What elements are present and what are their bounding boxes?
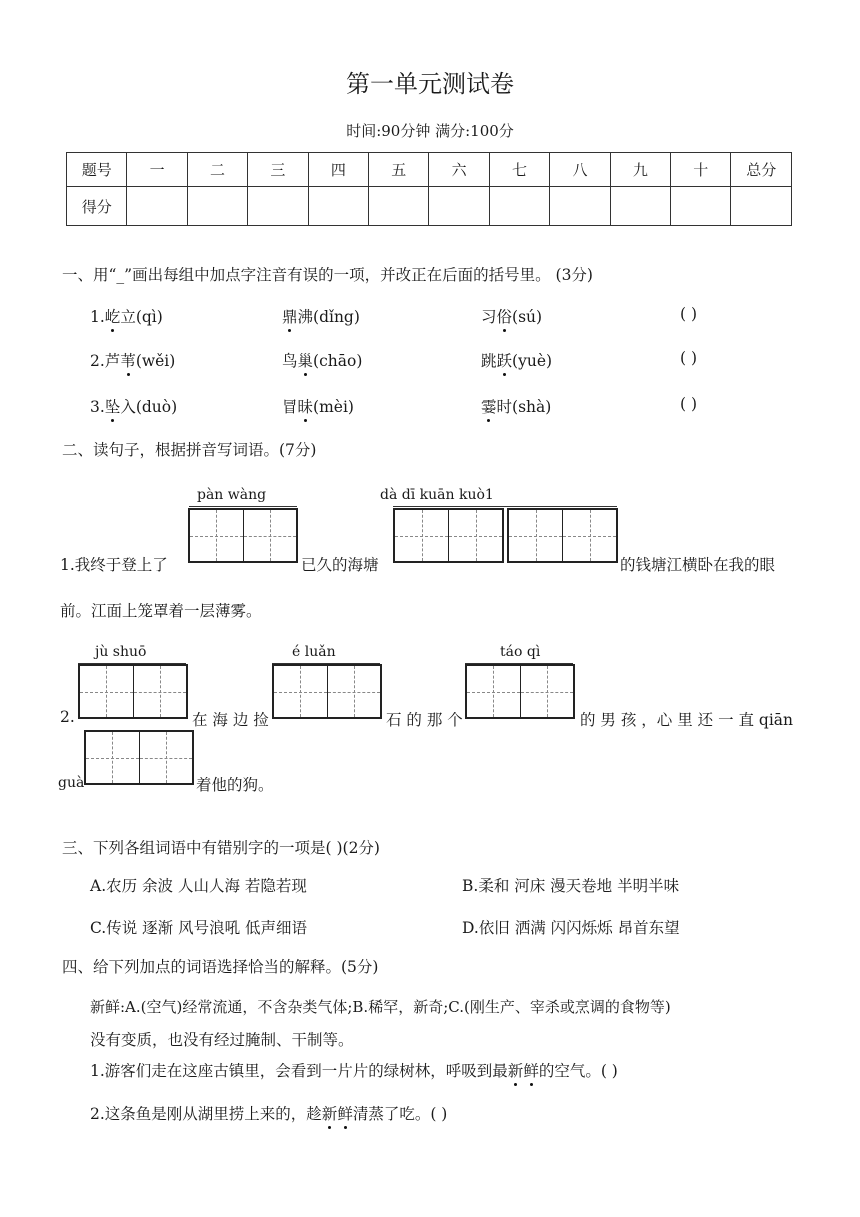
writing-box-ju-shuo[interactable] [78, 664, 188, 719]
dotted-char: 苇 [120, 349, 136, 371]
s4-question-1 [90, 1059, 618, 1081]
writing-cell[interactable] [467, 666, 521, 717]
exam-info: 时间:90分钟 满分:100分 [346, 122, 514, 140]
header-cell: 二 [187, 153, 247, 187]
pinyin-pan-wang: pàn wàng [197, 487, 267, 503]
s1-row1-answer-bracket[interactable]: ( ) [680, 305, 698, 323]
s4-definition-line-2: 没有变质，也没有经过腌制、干制等。 [90, 1031, 354, 1049]
pinyin-tao-qi: táo qì [500, 644, 541, 660]
pinyin-gua: guà [58, 775, 85, 791]
writing-cell[interactable] [563, 510, 616, 561]
header-cell: 五 [369, 153, 429, 187]
s1-row3-option-a [90, 395, 177, 417]
writing-box-kuan-kuo[interactable] [507, 508, 618, 563]
score-cell[interactable] [127, 187, 187, 226]
text: 2.这条鱼是刚从湖里捞上来的，趁 [90, 1105, 322, 1123]
writing-cell[interactable] [509, 510, 563, 561]
text: 2.芦 [90, 352, 121, 370]
text: 1.游客们走在这座古镇里，会看到一片片的绿树林，呼吸到最 [90, 1062, 508, 1080]
score-table [66, 152, 792, 226]
s1-row1-option-a [90, 305, 163, 327]
header-cell: 十 [671, 153, 731, 187]
score-cell[interactable] [429, 187, 489, 226]
s1-row2-option-a [90, 349, 175, 371]
s3-option-a[interactable]: A.农历 余波 人山人海 若隐若现 [90, 877, 307, 895]
text: 清蒸了吃。( ) [352, 1105, 448, 1123]
writing-box-e-luan[interactable] [272, 664, 382, 719]
writing-cell[interactable] [244, 510, 297, 561]
score-cell[interactable] [187, 187, 247, 226]
score-cell[interactable] [308, 187, 368, 226]
header-cell: 六 [429, 153, 489, 187]
score-table-score-row [67, 187, 792, 226]
score-cell[interactable] [248, 187, 308, 226]
dotted-char: 巢 [298, 349, 314, 371]
text: 鸟 [282, 352, 298, 370]
pinyin-e-luan: é luǎn [292, 644, 336, 660]
header-cell: 七 [489, 153, 549, 187]
s2-q2-text-6: 着他的狗。 [196, 776, 274, 794]
writing-box-pan-wang[interactable] [188, 508, 298, 563]
text: 时(shà) [496, 398, 552, 416]
text: 3. [90, 398, 105, 416]
section-3-heading: 三、下列各组词语中有错别字的一项是( )(2分) [62, 839, 380, 857]
pinyin-da-di-kuan-kuo: dà dī kuān kuò1 [380, 487, 494, 503]
dotted-char: 昧 [298, 395, 314, 417]
score-cell[interactable] [671, 187, 731, 226]
text: 冒 [282, 398, 298, 416]
dotted-char: 屹 [105, 305, 121, 327]
s1-row1-option-c [481, 305, 542, 327]
header-cell: 三 [248, 153, 308, 187]
writing-cell[interactable] [274, 666, 328, 717]
header-cell: 九 [610, 153, 670, 187]
section-4-heading: 四、给下列加点的词语选择恰当的解释。(5分) [62, 958, 379, 976]
dotted-char: 鲜 [337, 1102, 353, 1124]
section-2-heading: 二、读句子，根据拼音写词语。(7分) [62, 441, 317, 459]
section-1-heading: 一、用“_”画出每组中加点字注音有误的一项，并改正在后面的括号里。 (3分) [62, 266, 593, 284]
s1-row1-option-b [282, 305, 360, 327]
s1-row3-option-b [282, 395, 354, 417]
pinyin-ju-shuo: jù shuō [95, 644, 147, 660]
score-cell[interactable] [369, 187, 429, 226]
dotted-char: 跃 [497, 349, 513, 371]
s2-q1-text-4: 前。江面上笼罩着一层薄雾。 [60, 602, 262, 620]
dotted-char: 霎 [481, 395, 497, 417]
text: 习 [481, 308, 497, 326]
s1-row3-answer-bracket[interactable]: ( ) [680, 395, 698, 413]
page-title: 第一单元测试卷 [346, 70, 514, 98]
s1-row2-answer-bracket[interactable]: ( ) [680, 349, 698, 367]
text: 1. [90, 308, 105, 326]
dotted-char: 鲜 [523, 1059, 539, 1081]
writing-cell[interactable] [395, 510, 449, 561]
pinyin-underline [393, 506, 617, 507]
dotted-char: 鼎 [282, 305, 298, 327]
text: (yuè) [512, 352, 553, 370]
score-cell[interactable] [610, 187, 670, 226]
writing-cell[interactable] [190, 510, 244, 561]
s4-definition-line-1: 新鲜:A.(空气)经常流通，不含杂类气体;B.稀罕，新奇;C.(刚生产、宰杀或烹调的食物等) [90, 998, 671, 1016]
text: 跳 [481, 352, 497, 370]
writing-box-da-di[interactable] [393, 508, 504, 563]
writing-box-qian-gua[interactable] [84, 730, 194, 785]
writing-cell[interactable] [449, 510, 502, 561]
s1-row2-option-b [282, 349, 362, 371]
score-cell[interactable] [489, 187, 549, 226]
writing-cell[interactable] [328, 666, 381, 717]
text: 的空气。( ) [538, 1062, 618, 1080]
score-label-cell: 得分 [67, 187, 127, 226]
s1-row3-option-c [481, 395, 551, 417]
text: (chāo) [313, 352, 363, 370]
s2-q2-text-2: 在 海 边 捡 [192, 711, 269, 729]
score-cell[interactable] [550, 187, 610, 226]
text: (wěi) [135, 352, 176, 370]
writing-cell[interactable] [86, 732, 140, 783]
header-cell: 一 [127, 153, 187, 187]
writing-cell[interactable] [134, 666, 187, 717]
s2-q1-text-1: 1.我终于登上了 [60, 556, 168, 574]
header-cell: 八 [550, 153, 610, 187]
writing-box-tao-qi[interactable] [465, 664, 575, 719]
header-cell: 总分 [731, 153, 792, 187]
s1-row2-option-c [481, 349, 552, 371]
s2-q2-text-1: 2. [60, 708, 75, 726]
text: 沸(dǐng) [297, 308, 360, 326]
dotted-char: 新 [322, 1102, 338, 1124]
writing-cell[interactable] [521, 666, 574, 717]
writing-cell[interactable] [80, 666, 134, 717]
score-table-header-row [67, 153, 792, 187]
pinyin-underline [189, 506, 297, 507]
s2-q1-text-3: 的钱塘江横卧在我的眼 [620, 556, 776, 574]
header-cell: 四 [308, 153, 368, 187]
s3-option-c[interactable]: C.传说 逐渐 风号浪吼 低声细语 [90, 919, 308, 937]
s3-option-d[interactable]: D.依旧 洒满 闪闪烁烁 昂首东望 [462, 919, 680, 937]
text: (sú) [512, 308, 543, 326]
s2-q2-text-3: 石 的 那 个 [386, 711, 463, 729]
dotted-char: 坠 [105, 395, 121, 417]
score-cell[interactable] [731, 187, 792, 226]
header-cell: 题号 [67, 153, 127, 187]
text: (mèi) [313, 398, 354, 416]
writing-cell[interactable] [140, 732, 193, 783]
s2-q2-text-4: 的 男 孩 ，心 里 还 一 直 qiān [580, 711, 794, 729]
dotted-char: 新 [508, 1059, 524, 1081]
s2-q1-text-2: 已久的海塘 [301, 556, 379, 574]
s3-option-b[interactable]: B.柔和 河床 漫天卷地 半明半味 [462, 877, 680, 895]
text: 立(qì) [120, 308, 163, 326]
dotted-char: 俗 [497, 305, 513, 327]
text: 入(duò) [120, 398, 178, 416]
s4-question-2 [90, 1102, 447, 1124]
